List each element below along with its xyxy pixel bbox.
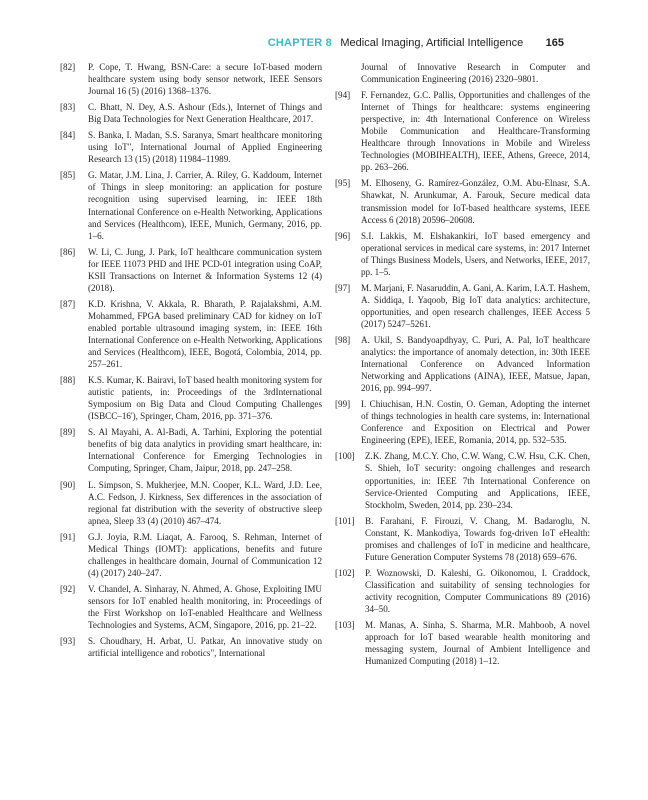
reference-text: P. Woznowski, D. Kaleshi, G. Oikonomou, I. Craddock, Classification and suitability of sensing technologies for activity recognition, Computer Communications 89 (2016) 34–50. — [365, 567, 590, 614]
reference-item — [60, 61, 322, 97]
reference-text: W. Li, C. Jung, J. Park, IoT healthcare communication system for IEEE 11073 PHD and IHE PCD-01 integration using CoAP, KSII Transactions on Internet & Information Systems 12 (4) (2018). — [88, 246, 322, 293]
reference-text: A. Ukil, S. Bandyoapdhyay, C. Puri, A. Pal, IoT healthcare analytics: the importance of anomaly detection, in: 30th IEEE International Conference on Advanced Information Networking and Applications (AINA), IEEE, Matsue, Japan, 2016, pp. 994–997. — [361, 334, 590, 394]
reference-text: M. Marjani, F. Nasaruddin, A. Gani, A. Karim, I.A.T. Hashem, A. Siddiqa, I. Yaqoob, Big IoT data analytics: architecture, opportunities, and open research challenges, IEEE Access 5 (2017) 5247–5261. — [361, 282, 590, 329]
reference-number: [103] — [335, 620, 355, 631]
reference-text: C. Bhatt, N. Dey, A.S. Ashour (Eds.), Internet of Things and Big Data Technologies for Next Generation Healthcare, 2017. — [88, 102, 322, 125]
reference-number: [102] — [335, 567, 355, 578]
reference-text: K.D. Krishna, V. Akkala, R. Bharath, P. Rajalakshmi, A.M. Mohammed, FPGA based preliminary CAD for kidney on IoT enabled portable ultrasound imaging system, in: IEEE 16th International Conference on e-Health Networking, Applications and Services (Healthcom), IEEE, Bogotá, Colombia, 2014, pp. 257–261. — [88, 298, 322, 370]
reference-item — [335, 89, 590, 173]
reference-item — [60, 635, 322, 659]
reference-number: [85] — [60, 170, 76, 181]
reference-text: S. Al Mayahi, A. Al-Badi, A. Tarhini, Exploring the potential benefits of big data analytics in providing smart healthcare, in: International Conference for Emerging Technologies in Computing, Springer, Cham, Jaipur, 2018, pp. 247–258. — [88, 427, 322, 474]
reference-number: [83] — [60, 102, 76, 113]
reference-text: G.J. Joyia, R.M. Liaqat, A. Farooq, S. Rehman, Internet of Medical Things (IOMT): applications, benefits and future challenges in healthcare domain, Journal of Communication 12 (4) (2017) 240–247. — [88, 531, 322, 578]
reference-item — [335, 282, 590, 330]
reference-item — [60, 426, 322, 474]
reference-item — [60, 479, 322, 527]
reference-number: [101] — [335, 515, 355, 526]
reference-number: [86] — [60, 246, 76, 257]
reference-number: [92] — [60, 583, 76, 594]
reference-number: [95] — [335, 178, 351, 189]
page-number: 165 — [545, 37, 564, 49]
reference-text: G. Matar, J.M. Lina, J. Carrier, A. Riley, G. Kaddoum, Internet of Things in sleep monitoring: an application for posture recognition using supervised learning, in: IEEE 18th International Conference on e-Health Networking, Applications and Services (Healthcom), IEEE, Munich, Germany, 2016, pp. 1–6. — [88, 170, 322, 241]
reference-number: [100] — [335, 451, 355, 462]
reference-text: I. Chiuchisan, H.N. Costin, O. Geman, Adopting the internet of things technologies in health care systems, in: International Conference and Exposition on Electrical and Power Engineering (EPE), IEEE, Romania, 2014, pp. 532–535. — [361, 399, 590, 446]
reference-item — [60, 169, 322, 241]
reference-text: K.S. Kumar, K. Bairavi, IoT based health monitoring system for autistic patients, in: Proceedings of the 3rdInternational Symposium on Big Data and Cloud Computing Challenges (ISBCC–16'), Springer, Cham, 2016, pp. 371–376. — [88, 375, 322, 422]
reference-number: [98] — [335, 334, 351, 345]
reference-number: [90] — [60, 479, 76, 490]
reference-text: Z.K. Zhang, M.C.Y. Cho, C.W. Wang, C.W. Hsu, C.K. Chen, S. Shieh, IoT security: ongoing challenges and research opportunities, in: IEEE 7th International Conference on Service-Oriented Computing and Applications, IEEE, Stockholm, Sweden, 2014, pp. 230–234. — [365, 451, 590, 510]
reference-number: [96] — [335, 230, 351, 241]
reference-number: [91] — [60, 531, 76, 542]
reference-text: M. Elhoseny, G. Ramírez-González, O.M. Abu-Elnasr, S.A. Shawkat, N. Arunkumar, A. Farouk, Secure medical data transmission model for IoT-based healthcare systems, IEEE Access 6 (2018) 20596–20608. — [361, 178, 590, 225]
reference-item — [335, 619, 590, 667]
chapter-label: CHAPTER 8 — [267, 37, 332, 49]
reference-number: [88] — [60, 375, 76, 386]
reference-item — [60, 101, 322, 125]
running-header — [268, 33, 564, 51]
reference-number: [84] — [60, 130, 76, 141]
reference-number: [99] — [335, 399, 351, 410]
reference-number: [87] — [60, 298, 76, 309]
reference-text: Journal of Innovative Research in Computer and Communication Engineering (2016) 2320–9801. — [361, 62, 590, 85]
reference-item — [60, 129, 322, 165]
reference-text: M. Manas, A. Sinha, S. Sharma, M.R. Mahboob, A novel approach for IoT based wearable health monitoring and messaging system, Journal of Ambient Intelligence and Humanized Computing (2018) 1–12. — [365, 620, 590, 667]
references-right-column — [335, 61, 590, 671]
reference-number: [82] — [60, 62, 76, 72]
reference-item — [60, 246, 322, 294]
reference-number: [89] — [60, 427, 76, 438]
reference-continuation — [335, 61, 590, 85]
reference-number: [93] — [60, 636, 76, 647]
reference-item — [335, 398, 590, 446]
reference-item — [60, 531, 322, 579]
reference-item — [335, 230, 590, 278]
reference-text: F. Fernandez, G.C. Pallis, Opportunities and challenges of the Internet of Things for healthcare: systems engineering perspective, in: 4th International Conference on Wireless Mobile Communication and Healthcare-Transforming Healthcare through Innovations in Mobile and Wireless Technologies (MOBIHEALTH), IEEE, Athens, Greece, 2014, pp. 263–266. — [361, 90, 590, 173]
reference-item — [335, 177, 590, 225]
reference-text: S. Banka, I. Madan, S.S. Saranya, Smart healthcare monitoring using IoT", International Journal of Applied Engineering Research 13 (15) (2018) 11984–11989. — [88, 130, 322, 165]
reference-text: P. Cope, T. Hwang, BSN-Care: a secure IoT-based modern healthcare system using body sensor network, IEEE Sensors Journal 16 (5) (2016) 1368–1376. — [88, 62, 322, 97]
reference-text: S.I. Lakkis, M. Elshakankiri, IoT based emergency and operational services in medical care systems, in: 2017 Internet of Things Business Models, Users, and Networks, IEEE, 2017, pp. 1–5. — [361, 230, 590, 277]
references-left-column — [60, 61, 322, 663]
reference-item — [60, 374, 322, 422]
reference-item — [335, 450, 590, 510]
reference-item — [60, 298, 322, 370]
reference-text: L. Simpson, S. Mukherjee, M.N. Cooper, K.L. Ward, J.D. Lee, A.C. Fedson, J. Kirkness, Sex differences in the association of regional fat distribution with the severity of obstructive sleep apnea, Sleep 33 (4) (2010) 467–474. — [88, 479, 322, 526]
reference-text: S. Choudhary, H. Arbat, U. Patkar, An innovative study on artificial intelligence and robotics", International — [88, 636, 322, 659]
reference-item — [335, 567, 590, 615]
reference-number: [97] — [335, 282, 351, 293]
reference-text: V. Chandel, A. Sinharay, N. Ahmed, A. Ghose, Exploiting IMU sensors for IoT enabled health monitoring, in: Proceedings of the First Workshop on IoT-enabled Healthcare and Wellness Technologies and Systems, ACM, Singapore, 2016, pp. 21–22. — [88, 583, 322, 631]
chapter-title: Medical Imaging, Artificial Intelligence — [340, 37, 524, 49]
reference-item — [60, 583, 322, 631]
reference-number: [94] — [335, 90, 351, 101]
reference-item — [335, 334, 590, 394]
reference-item — [335, 515, 590, 563]
reference-text: B. Farahani, F. Firouzi, V. Chang, M. Badaroglu, N. Constant, K. Mankodiya, Towards fog-driven IoT eHealth: promises and challenges of IoT in medicine and healthcare, Future Generation Computer Systems 78 (2018) 659–676. — [365, 515, 590, 562]
